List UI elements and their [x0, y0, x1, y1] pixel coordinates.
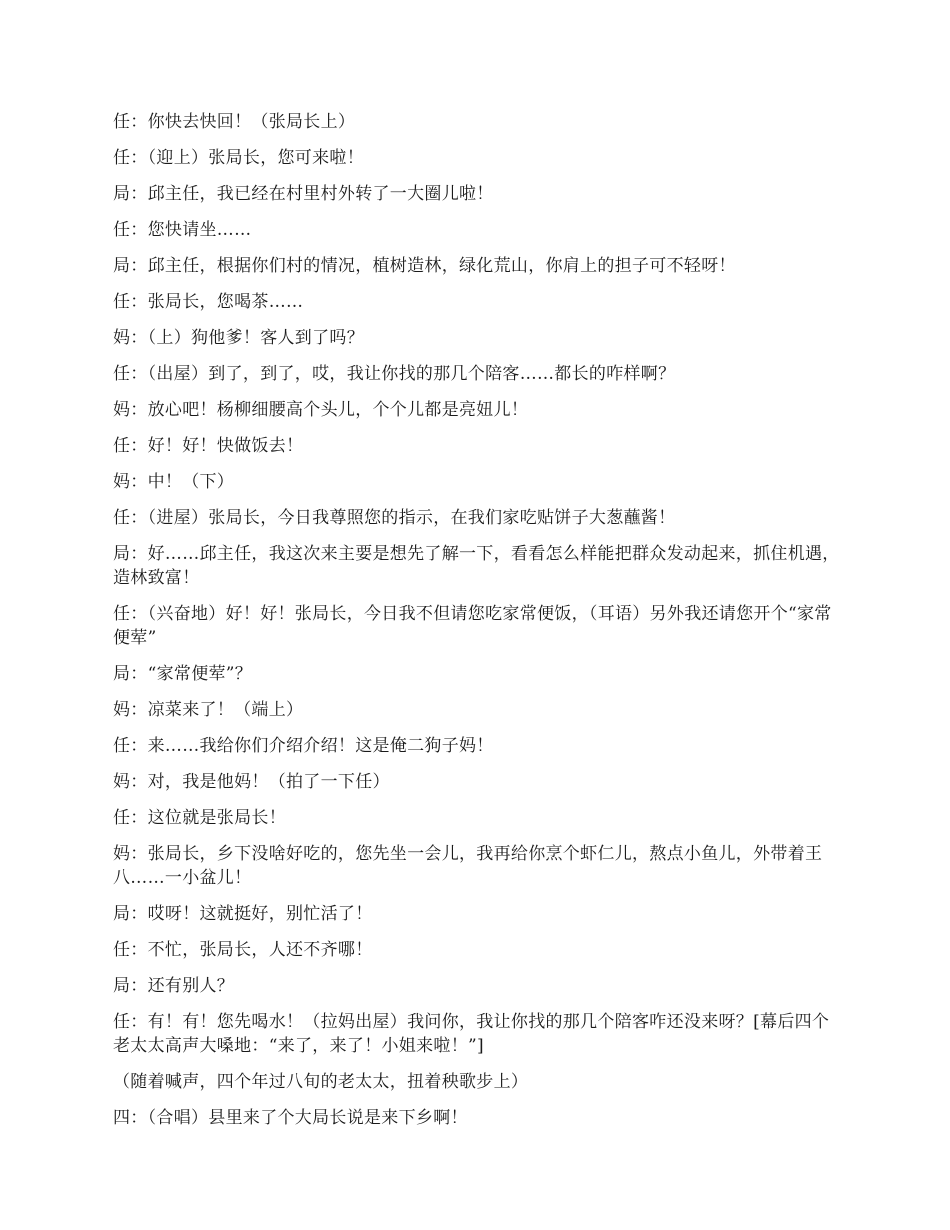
- dialogue-line: 局：还有别人？: [113, 976, 235, 996]
- dialogue-line: 任：你快去快回！（张局长上）: [113, 112, 356, 132]
- dialogue-line: 妈：对，我是他妈！（拍了一下任）: [113, 772, 390, 792]
- dialogue-line: 任：这位就是张局长！: [113, 808, 286, 828]
- dialogue-line: 局：“家常便荤”？: [113, 664, 253, 684]
- dialogue-line: 任：（兴奋地）好！好！张局长，今日我不但请您吃家常便饭，（耳语）另外我还请您开个“家常便荤”: [113, 604, 832, 648]
- dialogue-line: 四：（合唱）县里来了个大局长说是来下乡啊！: [113, 1108, 468, 1128]
- dialogue-line: 妈：凉菜来了！（端上）: [113, 700, 304, 720]
- stage-direction: （随着喊声，四个年过八旬的老太太，扭着秧歌步上）: [113, 1072, 529, 1092]
- dialogue-line: 任：张局长，您喝茶……: [113, 292, 304, 312]
- dialogue-line: 任：有！有！您先喝水！（拉妈出屋）我问你，我让你找的那几个陪客咋还没来呀？[幕后四个老太太高声大嗓地：“来了，来了！小姐来啦！”]: [113, 1012, 830, 1056]
- dialogue-line: 任：来……我给你们介绍介绍！这是俺二狗子妈！: [113, 736, 494, 756]
- dialogue-line: 任：（进屋）张局长，今日我尊照您的指示，在我们家吃贴饼子大葱蘸酱！: [113, 508, 676, 528]
- dialogue-line: 局：好……邱主任，我这次来主要是想先了解一下，看看怎么样能把群众发动起来，抓住机遇，造林致富！: [113, 544, 840, 588]
- dialogue-line: 妈：（上）狗他爹！客人到了吗？: [113, 328, 364, 348]
- dialogue-line: 局：哎呀！这就挺好，别忙活了！: [113, 904, 373, 924]
- dialogue-line: 任：好！好！快做饭去！: [113, 436, 304, 456]
- dialogue-line: 妈：张局长，乡下没啥好吃的，您先坐一会儿，我再给你烹个虾仁儿，熬点小鱼儿，外带着王八……一小盆儿！: [113, 844, 823, 888]
- dialogue-line: 任：您快请坐……: [113, 220, 252, 240]
- script-body: [113, 110, 841, 1142]
- dialogue-line: 妈：中！（下）: [113, 472, 235, 492]
- dialogue-line: 局：邱主任，根据你们村的情况，植树造林，绿化荒山，你肩上的担子可不轻呀！: [113, 256, 736, 276]
- dialogue-line: 任：（出屋）到了，到了，哎，我让你找的那几个陪客……都长的咋样啊？: [113, 364, 676, 384]
- dialogue-line: 局：邱主任，我已经在村里村外转了一大圈儿啦！: [113, 184, 494, 204]
- dialogue-line: 任：不忙，张局长，人还不齐哪！: [113, 940, 373, 960]
- dialogue-line: 妈：放心吧！杨柳细腰高个头儿，个个儿都是亮妞儿！: [113, 400, 529, 420]
- dialogue-line: 任：（迎上）张局长，您可来啦！: [113, 148, 364, 168]
